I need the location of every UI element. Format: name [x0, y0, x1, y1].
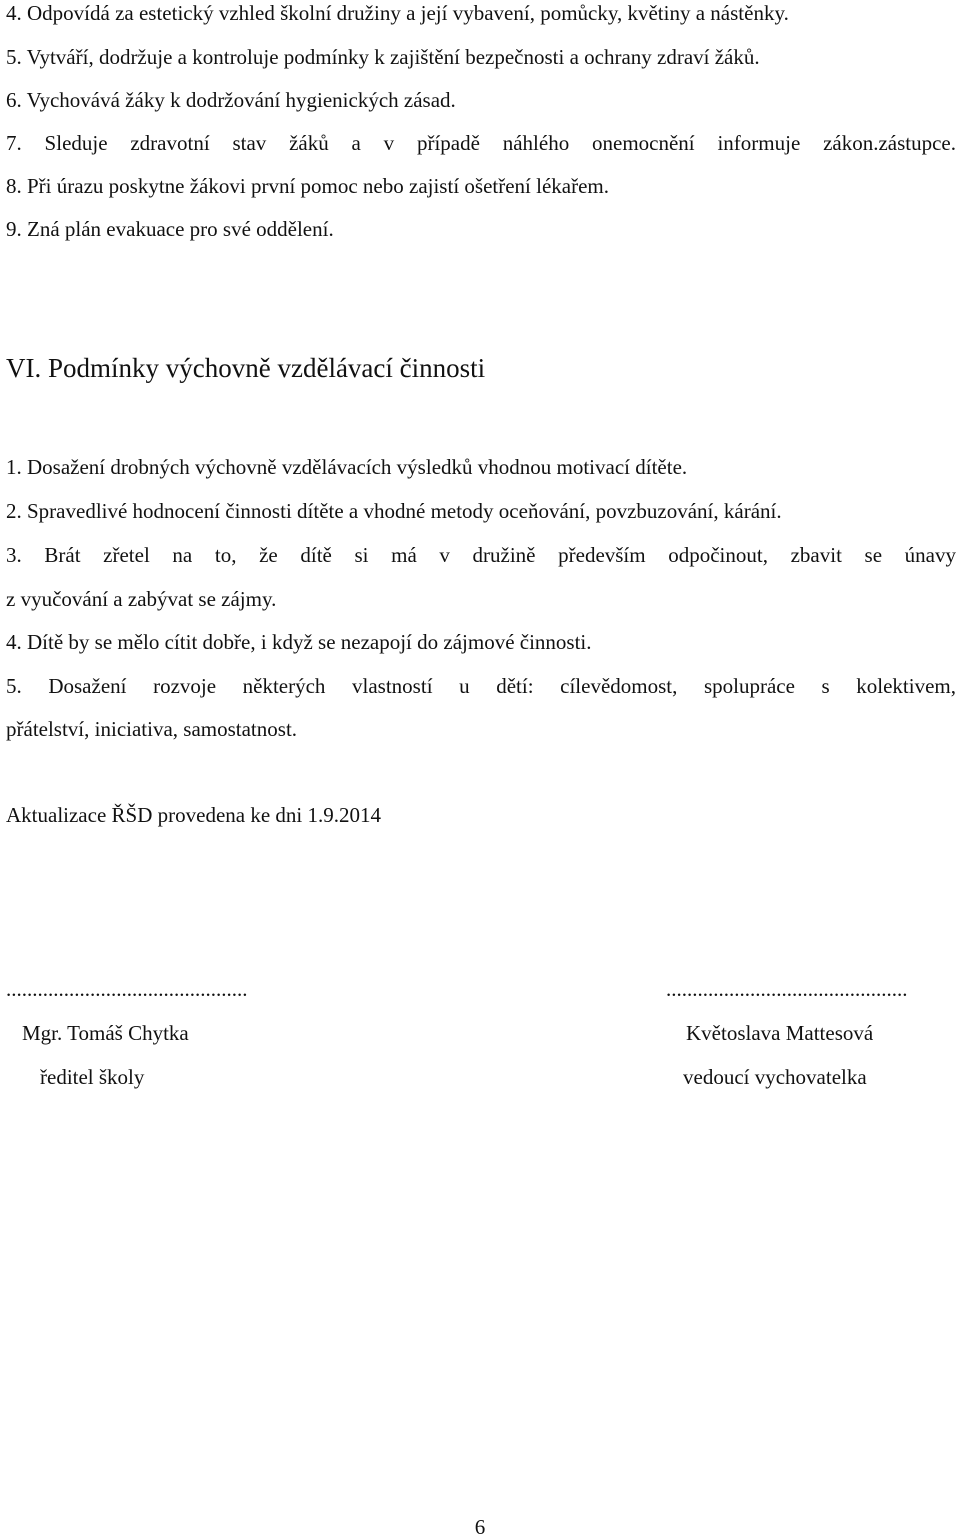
signature-line-right: ..............................................	[666, 977, 908, 1001]
signature-name-right: Květoslava Mattesová	[686, 1021, 874, 1045]
page-number: 6	[474, 1515, 486, 1539]
list-item-7: 7. Sleduje zdravotní stav žáků a v případě náhlého onemocnění informuje zákon.zástupce.	[6, 131, 956, 155]
condition-item-3-continued: z vyučování a zabývat se zájmy.	[6, 587, 277, 611]
list-item-5: 5. Vytváří, dodržuje a kontroluje podmínky k zajištění bezpečnosti a ochrany zdraví žáků.	[6, 45, 760, 69]
section-heading: VI. Podmínky výchovně vzdělávací činnosti	[6, 353, 486, 383]
condition-item-5: 5. Dosažení rozvoje některých vlastností u dětí: cílevědomost, spolupráce s kolektivem,	[6, 674, 956, 698]
condition-item-2: 2. Spravedlivé hodnocení činnosti dítěte a vhodné metody oceňování, povzbuzování, kárání.	[6, 499, 782, 523]
list-item-8: 8. Při úrazu poskytne žákovi první pomoc nebo zajistí ošetření lékařem.	[6, 174, 610, 198]
condition-item-3: 3. Brát zřetel na to, že dítě si má v družině především odpočinout, zbavit se únavy	[6, 543, 956, 567]
signature-role-right: vedoucí vychovatelka	[683, 1065, 867, 1089]
list-item-6: 6. Vychovává žáky k dodržování hygienických zásad.	[6, 88, 456, 112]
signature-line-left: ..............................................	[6, 977, 248, 1001]
update-note: Aktualizace ŘŠD provedena ke dni 1.9.2014	[6, 803, 381, 827]
signature-name-left: Mgr. Tomáš Chytka	[22, 1021, 189, 1045]
condition-item-4: 4. Dítě by se mělo cítit dobře, i když se nezapojí do zájmové činnosti.	[6, 630, 592, 654]
condition-item-5-continued: přátelství, iniciativa, samostatnost.	[6, 717, 298, 741]
signature-role-left: ředitel školy	[40, 1065, 145, 1089]
condition-item-1: 1. Dosažení drobných výchovně vzdělávacích výsledků vhodnou motivací dítěte.	[6, 455, 688, 479]
list-item-4: 4. Odpovídá za estetický vzhled školní družiny a její vybavení, pomůcky, květiny a nástěnky.	[6, 1, 789, 25]
list-item-9: 9. Zná plán evakuace pro své oddělení.	[6, 217, 334, 241]
